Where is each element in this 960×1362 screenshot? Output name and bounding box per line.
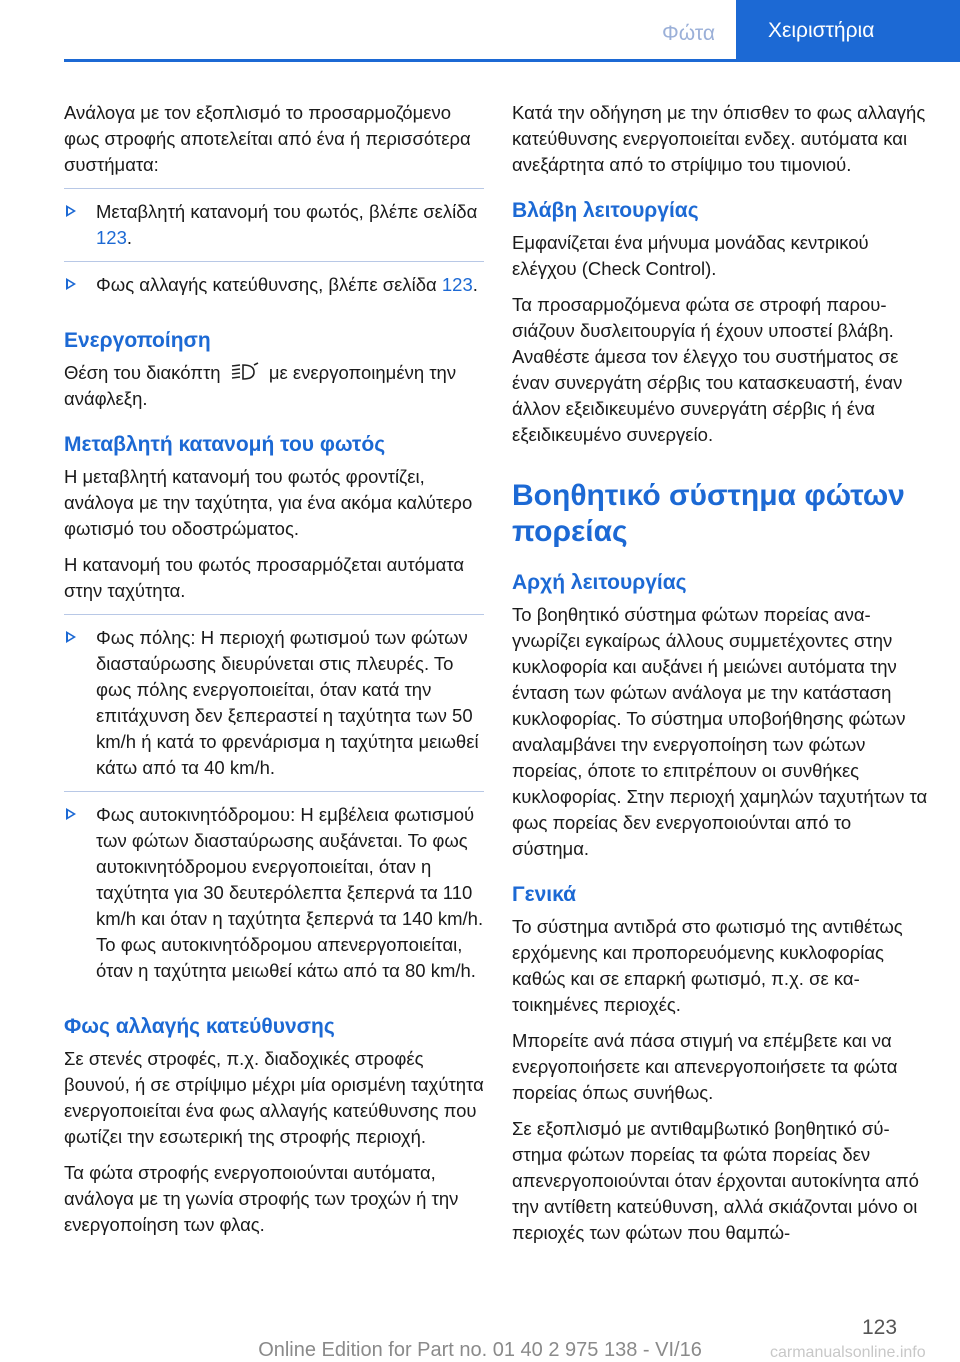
general-paragraph-2: Μπορείτε ανά πάσα στιγμή να επέμβετε και να ενεργοποιήσετε και απενεργοποιήσετε τα φώτα πορείας όπως συνήθως. xyxy=(512,1030,898,1103)
general-heading: Γενικά xyxy=(512,883,577,906)
list-item-end: . xyxy=(472,274,478,295)
triangle-bullet-icon xyxy=(66,808,76,820)
intro-list xyxy=(64,188,484,308)
malfunction-heading: Βλάβη λειτουργίας xyxy=(512,199,699,222)
list-item xyxy=(64,791,484,994)
footer-edition: Online Edition for Part no. 01 40 2 975 138 - VI/16 xyxy=(258,1339,702,1361)
activation-text-before: Θέση του διακόπτη xyxy=(64,362,221,383)
right-column xyxy=(512,100,932,1256)
light-switch-icon xyxy=(230,362,260,382)
list-item xyxy=(64,614,484,791)
variable-list xyxy=(64,614,484,994)
malfunction-paragraph-1: Εμφανίζεται ένα μήνυμα μονάδας κεντρικού ελέγχου (Check Control). xyxy=(512,232,869,279)
list-item-text: Φως αυτοκινητόδρομου: Η εμβέλεια φωτισμού των φώτων διασταύρωσης αυξάνεται. Το φως αυτοκινητόδρομου ενεργοποιείται, όταν η ταχύτητα για 30 δευτερόλεπτα ξεπερνά τα 110 km/h και όταν η ταχύτητα ξεπερνά τα 140 km/h. Το φως αυτοκινητόδρομου απενεργοποιείται, όταν η ταχύτητα μειωθεί κάτω από τα 80 km/h. xyxy=(96,804,484,981)
watermark: carmanualsonline.info xyxy=(770,1344,926,1361)
turning-paragraph-3: Κατά την οδήγηση με την όπισθεν το φως αλλαγής κατεύθυνσης ενεργοποιείται ενδεχ. αυτόματα και ανεξάρτητα από το στρίψιμο του τιμονιού. xyxy=(512,102,926,175)
activation-heading: Ενεργοποίηση xyxy=(64,329,211,352)
list-item-text: Φως αλλαγής κατεύθυνσης, βλέπε σελίδα xyxy=(96,274,442,295)
general-paragraph-3: Σε εξοπλισμό με αντιθαμβωτικό βοηθητικό σύστημα φώτων πορείας τα φώτα πορείας δεν απενεργοποιούνται όταν έρχονται αυτοκίνητα από την αντίθετη κατεύθυνση, αλλά σκιάζονται μόνο οι περιοχές των φώτων που θαμπώ- xyxy=(512,1118,919,1243)
left-column xyxy=(64,100,484,1248)
page-number: 123 xyxy=(862,1316,898,1339)
turning-paragraph-2: Τα φώτα στροφής ενεργοποιούνται αυτόματα, ανάλογα με τη γωνία στροφής των τροχών ή την ενεργοποίηση των φλας. xyxy=(64,1162,459,1235)
triangle-bullet-icon xyxy=(66,205,76,217)
list-item xyxy=(64,188,484,261)
variable-paragraph-1: Η μεταβλητή κατανομή του φωτός φροντίζει, ανάλογα με την ταχύτητα, για ένα ακόμα καλύτερο φωτισμό του οδοστρώματος. xyxy=(64,466,473,539)
turning-paragraph-1: Σε στενές στροφές, π.χ. διαδοχικές στροφές βουνού, ή σε στρίψιμο μέχρι μία ορισμένη ταχύτητα ενεργοποιείται ένα φως αλλαγής κατεύθυνσης που φωτίζει την εσωτερική της στροφής περιοχή. xyxy=(64,1048,484,1147)
page-link[interactable]: 123 xyxy=(96,227,127,248)
header-rule xyxy=(64,59,960,62)
malfunction-paragraph-2: Τα προσαρμοζόμενα φώτα σε στροφή παρουσιάζουν δυσλειτουργία ή έχουν υποστεί βλάβη. Αναθέστε άμεσα τον έλεγχο του συστήματος σε έναν συνεργάτη σέρβις του κατασκευαστή, έναν άλλον εξειδικευμένο συνεργάτη σέρβις ή ένα εξειδικευμένο συνεργείο. xyxy=(512,294,903,445)
variable-light-heading: Μεταβλητή κατανομή του φωτός xyxy=(64,433,386,456)
triangle-bullet-icon xyxy=(66,278,76,290)
principle-paragraph: Το βοηθητικό σύστημα φώτων πορείας αναγνωρίζει εγκαίρως άλλους συμμετέχοντες στην κυκλοφορία και αυξάνει ή μειώνει αυτόματα την ένταση των φώτων ανάλογα με την κατάσταση κυκλοφορίας. Το σύστημα υποβοήθησης φώτων αναλαμβάνει την ενεργοποίηση των φώτων πορείας, όποτε το επιτρέπουν οι συνθήκες κυκλοφορίας. Στην περιοχή χαμηλών ταχυτήτων τα φως πορείας δεν ενεργοποιούνται από το σύστημα. xyxy=(512,604,928,859)
turning-light-heading: Φως αλλαγής κατεύθυνσης xyxy=(64,1015,335,1038)
high-beam-assistant-heading: Βοηθητικό σύστημα φώτων πορείας xyxy=(512,479,905,548)
intro-paragraph: Ανάλογα με τον εξοπλισμό το προσαρμοζόμενο φως στροφής αποτελείται από ένα ή περισσότερα συστήματα: xyxy=(64,102,471,175)
principle-heading: Αρχή λειτουργίας xyxy=(512,571,687,594)
page-link[interactable]: 123 xyxy=(441,274,473,295)
tab-controls[interactable]: Χειριστήρια xyxy=(736,0,960,62)
triangle-bullet-icon xyxy=(66,631,76,643)
general-paragraph-1: Το σύστημα αντιδρά στο φωτισμό της αντιθέτως ερχόμενης και προπορευόμενης κυκλοφορίας καθώς και σε επαρκή φωτισμό, π.χ. σε κατοικημένες περιοχές. xyxy=(512,916,903,1015)
activation-paragraph xyxy=(64,360,484,412)
list-item-text: Φως πόλης: Η περιοχή φωτισμού των φώτων διασταύρωσης διευρύνεται στις πλευρές. Το φως πόλης ενεργοποιείται, όταν κατά την επιτάχυνση δεν ξεπεραστεί η ταχύτητα των 50 km/h ή κατά το φρενάρισμα η ταχύτητα μειωθεί κάτω από τα 40 km/h. xyxy=(96,627,479,778)
page-header xyxy=(0,0,960,62)
list-item xyxy=(64,261,484,308)
list-item-text: Μεταβλητή κατανομή του φωτός, βλέπε σελίδα xyxy=(96,201,478,222)
activation-text-after: με ενεργοποιημένη την ανάφλεξη. xyxy=(64,362,457,409)
tab-lights[interactable]: Φώτα xyxy=(662,22,715,45)
list-item-end: . xyxy=(126,227,133,248)
variable-paragraph-2: Η κατανομή του φωτός προσαρμόζεται αυτόματα στην ταχύτητα. xyxy=(64,554,465,601)
